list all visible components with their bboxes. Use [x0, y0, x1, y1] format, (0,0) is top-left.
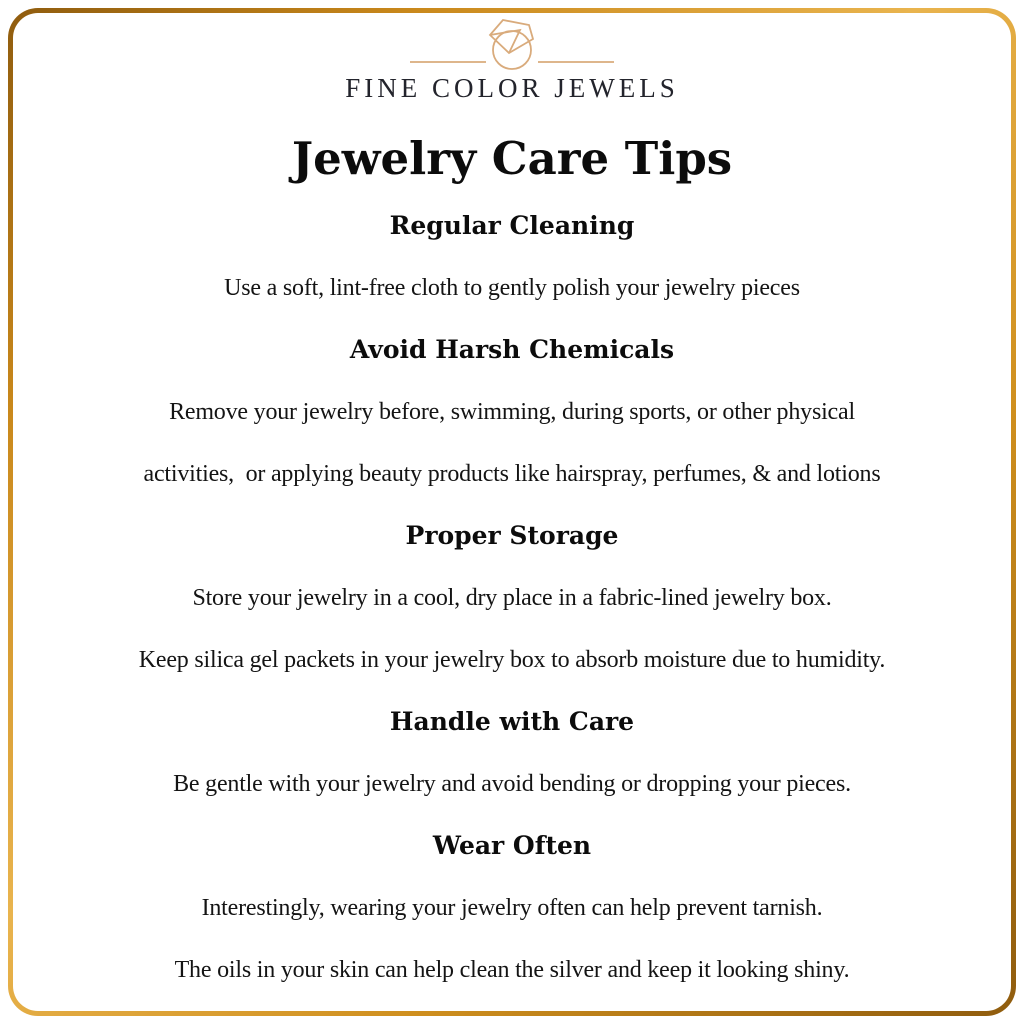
section-heading: Handle with Care [389, 707, 635, 736]
ring-circle [493, 31, 531, 69]
tip-line: Keep silica gel packets in your jewelry box to absorb moisture due to humidity. [138, 647, 886, 673]
diamond-ring-icon [382, 17, 642, 71]
section-handle-with-care [13, 705, 1011, 801]
brand-name: FINE COLOR JEWELS [345, 73, 679, 103]
section-wear-often [13, 829, 1011, 987]
section-heading: Avoid Harsh Chemicals [349, 335, 675, 364]
tip-line: Remove your jewelry before, swimming, during sports, or other physical [169, 399, 855, 425]
card-inner [13, 13, 1011, 1011]
gold-border-frame [8, 8, 1016, 1016]
section-proper-storage [13, 519, 1011, 677]
tip-line: The oils in your skin can help clean the silver and keep it looking shiny. [174, 957, 850, 983]
tip-line: Use a soft, lint-free cloth to gently polish your jewelry pieces [224, 275, 800, 301]
section-regular-cleaning [13, 209, 1011, 305]
section-heading: Regular Cleaning [389, 211, 635, 240]
brand-logo [13, 17, 1011, 103]
page-title: Jewelry Care Tips [291, 132, 733, 185]
section-heading: Proper Storage [405, 521, 619, 550]
tip-line: Interestingly, wearing your jewelry often can help prevent tarnish. [201, 895, 823, 921]
section-heading: Wear Often [432, 831, 592, 860]
tips-list [13, 209, 1011, 987]
tip-line: Store your jewelry in a cool, dry place in a fabric-lined jewelry box. [192, 585, 832, 611]
tip-line: activities, or applying beauty products like hairspray, perfumes, & and lotions [143, 461, 881, 487]
tip-line: Be gentle with your jewelry and avoid bending or dropping your pieces. [173, 771, 851, 797]
section-avoid-harsh-chemicals [13, 333, 1011, 491]
